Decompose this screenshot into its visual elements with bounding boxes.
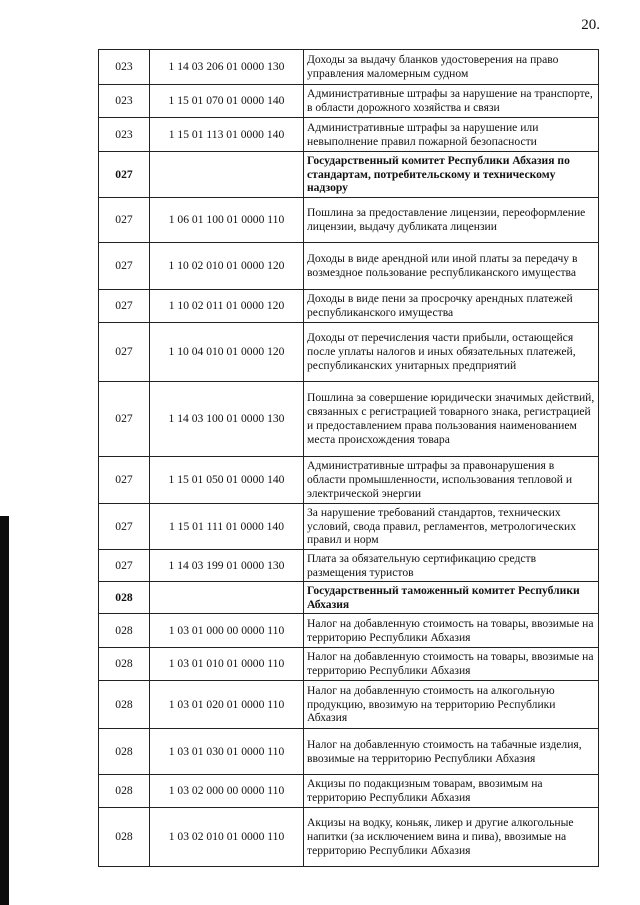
admin-code-cell: 028 bbox=[99, 808, 150, 867]
admin-code-cell: 027 bbox=[99, 243, 150, 290]
classification-code-cell: 1 14 03 206 01 0000 130 bbox=[150, 50, 304, 85]
classification-code-cell: 1 06 01 100 01 0000 110 bbox=[150, 198, 304, 243]
classification-code-cell: 1 14 03 199 01 0000 130 bbox=[150, 550, 304, 582]
table-row bbox=[99, 323, 599, 382]
description-cell: Административные штрафы за нарушение или невыполнение правил пожарной безопасности bbox=[304, 118, 599, 152]
admin-code-cell: 023 bbox=[99, 118, 150, 152]
classification-code-cell: 1 03 01 010 01 0000 110 bbox=[150, 648, 304, 681]
classification-code-cell: 1 10 04 010 01 0000 120 bbox=[150, 323, 304, 382]
admin-code-cell: 027 bbox=[99, 550, 150, 582]
description-cell: Налог на добавленную стоимость на алкогольную продукцию, ввозимую на территорию Республики Абхазия bbox=[304, 681, 599, 729]
table-row bbox=[99, 614, 599, 648]
table-row bbox=[99, 290, 599, 323]
description-cell: Административные штрафы за правонарушения в области промышленности, использования тепловой и электрической энергии bbox=[304, 457, 599, 504]
description-cell: Акцизы по подакцизным товарам, ввозимым на территорию Республики Абхазия bbox=[304, 775, 599, 808]
table-row bbox=[99, 50, 599, 85]
department-header-row bbox=[99, 152, 599, 198]
description-cell: Доходы в виде арендной или иной платы за передачу в возмездное пользование республиканского имущества bbox=[304, 243, 599, 290]
admin-code-cell: 028 bbox=[99, 582, 150, 614]
classification-code-cell: 1 15 01 111 01 0000 140 bbox=[150, 504, 304, 550]
description-cell: Налог на добавленную стоимость на товары, ввозимые на территорию Республики Абхазия bbox=[304, 648, 599, 681]
classification-code-cell: 1 15 01 050 01 0000 140 bbox=[150, 457, 304, 504]
table-row bbox=[99, 118, 599, 152]
description-cell: Акцизы на водку, коньяк, ликер и другие алкогольные напитки (за исключением вина и пива), ввозимые на территорию Республики Абхазия bbox=[304, 808, 599, 867]
classification-code-cell: 1 14 03 100 01 0000 130 bbox=[150, 382, 304, 457]
classification-code-cell: 1 03 02 010 01 0000 110 bbox=[150, 808, 304, 867]
admin-code-cell: 027 bbox=[99, 323, 150, 382]
description-cell: Налог на добавленную стоимость на табачные изделия, ввозимые на территорию Республики Абхазия bbox=[304, 729, 599, 775]
classification-code-cell: 1 10 02 011 01 0000 120 bbox=[150, 290, 304, 323]
table-row bbox=[99, 504, 599, 550]
admin-code-cell: 027 bbox=[99, 504, 150, 550]
department-header-row bbox=[99, 582, 599, 614]
classification-code-cell bbox=[150, 152, 304, 198]
admin-code-cell: 023 bbox=[99, 50, 150, 85]
description-cell: Пошлина за совершение юридически значимых действий, связанных с регистрацией товарного знака, регистрацией и предоставлением права пользования наименованием места происхождения товара bbox=[304, 382, 599, 457]
classification-code-cell: 1 15 01 070 01 0000 140 bbox=[150, 85, 304, 118]
table-row bbox=[99, 243, 599, 290]
classification-code-cell: 1 15 01 113 01 0000 140 bbox=[150, 118, 304, 152]
admin-code-cell: 028 bbox=[99, 681, 150, 729]
classification-code-cell: 1 03 01 020 01 0000 110 bbox=[150, 681, 304, 729]
table-row bbox=[99, 85, 599, 118]
admin-code-cell: 027 bbox=[99, 382, 150, 457]
page-number: 20. bbox=[581, 17, 600, 33]
admin-code-cell: 027 bbox=[99, 152, 150, 198]
description-cell: За нарушение требований стандартов, технических условий, свода правил, регламентов, метрологических правил и норм bbox=[304, 504, 599, 550]
admin-code-cell: 027 bbox=[99, 290, 150, 323]
description-cell: Доходы в виде пени за просрочку арендных платежей республиканского имущества bbox=[304, 290, 599, 323]
admin-code-cell: 028 bbox=[99, 775, 150, 808]
description-cell: Государственный комитет Республики Абхазия по стандартам, потребительскому и техническому надзору bbox=[304, 152, 599, 198]
table-row bbox=[99, 648, 599, 681]
table-row bbox=[99, 550, 599, 582]
table-row bbox=[99, 382, 599, 457]
table-row bbox=[99, 729, 599, 775]
revenue-classification-table bbox=[98, 49, 599, 867]
table-row bbox=[99, 457, 599, 504]
description-cell: Административные штрафы за нарушение на транспорте, в области дорожного хозяйства и связи bbox=[304, 85, 599, 118]
description-cell: Плата за обязательную сертификацию средств размещения туристов bbox=[304, 550, 599, 582]
table-row bbox=[99, 681, 599, 729]
classification-code-cell bbox=[150, 582, 304, 614]
admin-code-cell: 028 bbox=[99, 614, 150, 648]
description-cell: Налог на добавленную стоимость на товары, ввозимые на территорию Республики Абхазия bbox=[304, 614, 599, 648]
classification-code-cell: 1 03 01 000 00 0000 110 bbox=[150, 614, 304, 648]
admin-code-cell: 023 bbox=[99, 85, 150, 118]
table-row bbox=[99, 775, 599, 808]
classification-code-cell: 1 10 02 010 01 0000 120 bbox=[150, 243, 304, 290]
classification-code-cell: 1 03 02 000 00 0000 110 bbox=[150, 775, 304, 808]
admin-code-cell: 027 bbox=[99, 457, 150, 504]
admin-code-cell: 027 bbox=[99, 198, 150, 243]
admin-code-cell: 028 bbox=[99, 729, 150, 775]
table-row bbox=[99, 808, 599, 867]
description-cell: Государственный таможенный комитет Республики Абхазия bbox=[304, 582, 599, 614]
description-cell: Пошлина за предоставление лицензии, переоформление лицензии, выдачу дубликата лицензии bbox=[304, 198, 599, 243]
scan-edge-shadow bbox=[0, 516, 9, 905]
classification-code-cell: 1 03 01 030 01 0000 110 bbox=[150, 729, 304, 775]
admin-code-cell: 028 bbox=[99, 648, 150, 681]
description-cell: Доходы за выдачу бланков удостоверения на право управления маломерным судном bbox=[304, 50, 599, 85]
table-row bbox=[99, 198, 599, 243]
description-cell: Доходы от перечисления части прибыли, остающейся после уплаты налогов и иных обязательных платежей, республиканских унитарных предприятий bbox=[304, 323, 599, 382]
